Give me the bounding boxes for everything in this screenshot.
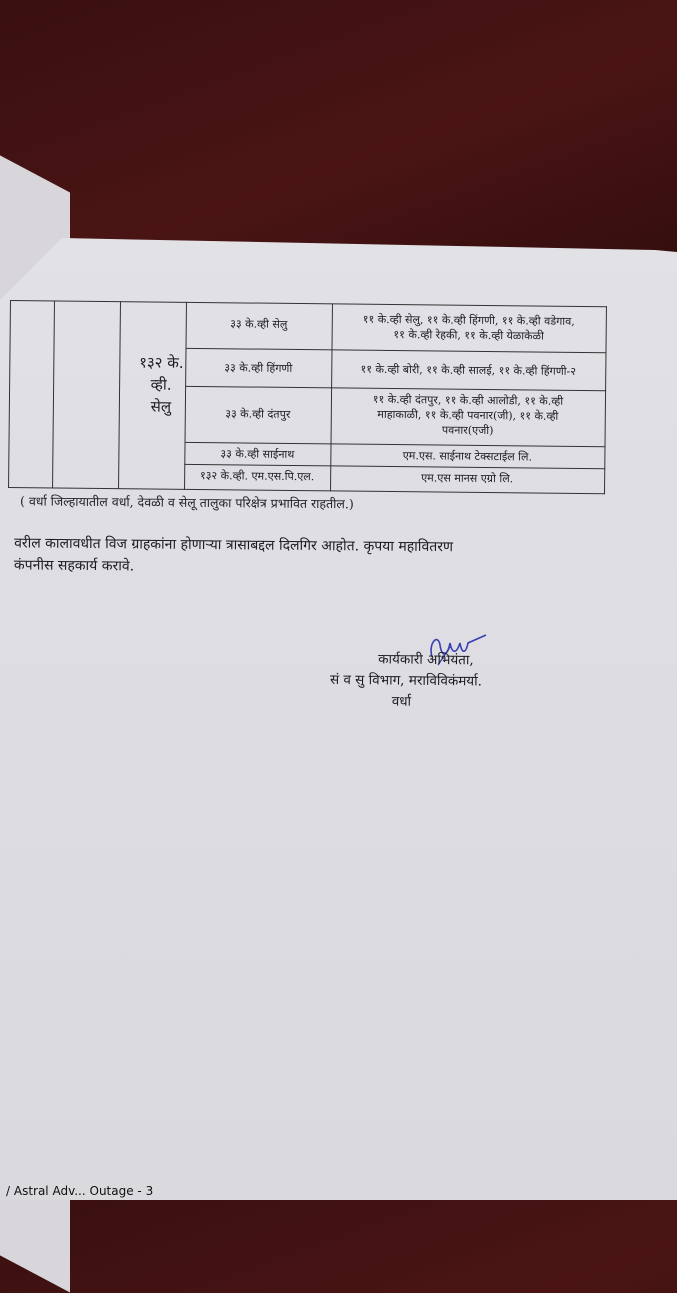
apology-paragraph: वरील कालावधीत विज ग्राहकांना होणाऱ्या त्रासाबद्दल दिलगिर आहोत. कृपया महावितरण कंपनीस सहकार्य करावे. [13,535,454,575]
designation: कार्यकारी अभियंता, [378,651,474,669]
area-cell: ११ के.व्ही बोरी, ११ के.व्ही सालई, ११ के.व्ही हिंगणी-२ [360,362,577,378]
image-caption: / Astral Adv... Outage - 3 [6,1184,154,1198]
department: सं व सु विभाग, मराविविकंमर्या. [329,671,483,690]
feeder-cell: ३३ के.व्ही सेलु [230,317,288,331]
feeder-cell: ३३ के.व्ही दंतपुर [225,407,291,421]
place: वर्धा [391,693,412,710]
substation-name: १३२ के. व्ही. सेलु [139,353,184,416]
area-cell: एम.एस मानस एग्रो लि. [421,471,514,486]
signature-block [330,649,551,714]
area-cell: ११ के.व्ही सेलु, ११ के.व्ही हिंगणी, ११ के.व्ही वडेगाव, ११ के.व्ही रेहकी, ११ के.व्ही येळाकेळी [362,312,575,343]
area-cell: ११ के.व्ही दंतपुर, ११ के.व्ही आलोडी, ११ के.व्ही माहाकाळी, ११ के.व्ही पवनार(जी), ११ के.व्ही पवनार(एजी) [372,392,564,438]
feeder-cell: १३२ के.व्ही. एम.एस.पि.एल. [199,468,315,484]
affected-area-note: ( वर्धा जिल्हायातील वर्धा, देवळी व सेलू तालुका परिक्षेत्र प्रभावित राहतील.) [19,493,354,512]
area-cell: एम.एस. साईनाथ टेक्सटाईल लि. [402,449,533,464]
feeder-cell: ३३ के.व्ही हिंगणी [224,361,293,375]
outage-table [8,300,607,494]
feeder-cell: ३३ के.व्ही साईनाथ [220,447,295,461]
